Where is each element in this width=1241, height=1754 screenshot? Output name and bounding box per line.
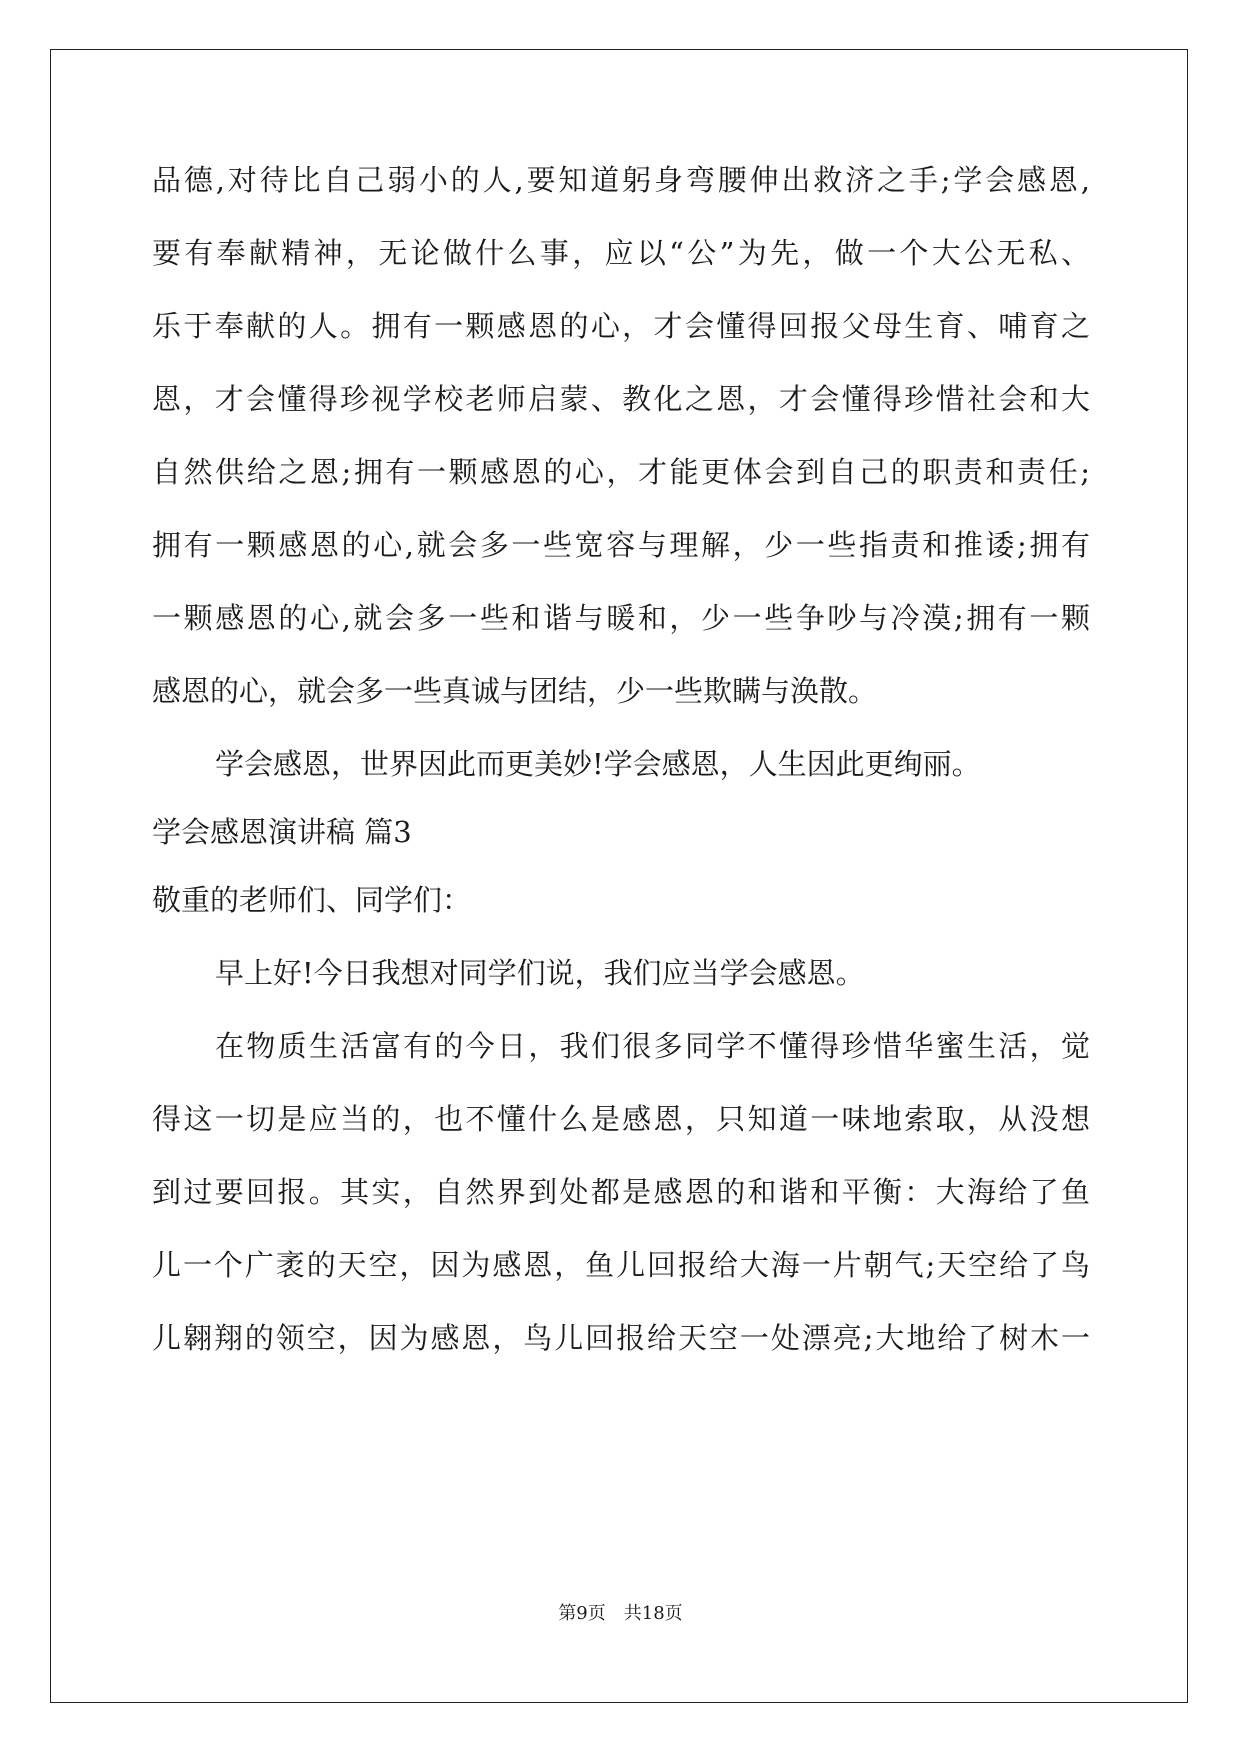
paragraph-line: 一颗感恩的心,就会多一些和谐与暖和，少一些争吵与冷漠;拥有一颗 [152, 601, 1090, 635]
paragraph-line: 在物质生活富有的今日，我们很多同学不懂得珍惜华蜜生活，觉 [215, 1029, 1090, 1063]
paragraph-line: 乐于奉献的人。拥有一颗感恩的心，才会懂得回报父母生育、哺育之 [152, 309, 1090, 343]
paragraph-line: 得这一切是应当的，也不懂什么是感恩，只知道一味地索取，从没想 [152, 1102, 1090, 1136]
paragraph-line: 品德,对待比自己弱小的人,要知道躬身弯腰伸出救济之手;学会感恩, [152, 163, 1090, 197]
paragraph-line: 要有奉献精神，无论做什么事，应以“公”为先，做一个大公无私、 [152, 236, 1090, 270]
paragraph-line: 到过要回报。其实，自然界到处都是感恩的和谐和平衡：大海给了鱼 [152, 1175, 1090, 1209]
paragraph-line: 学会感恩，世界因此而更美妙!学会感恩，人生因此更绚丽。 [215, 747, 981, 781]
paragraph-line: 早上好!今日我想对同学们说，我们应当学会感恩。 [215, 956, 865, 990]
page-frame [50, 49, 1188, 1703]
paragraph-line: 拥有一颗感恩的心,就会多一些宽容与理解，少一些指责和推诿;拥有 [152, 528, 1090, 562]
paragraph-line: 感恩的心，就会多一些真诚与团结，少一些欺瞒与涣散。 [152, 674, 878, 708]
page-footer [0, 1602, 1241, 1626]
paragraph-line: 自然供给之恩;拥有一颗感恩的心，才能更体会到自己的职责和责任; [152, 455, 1090, 489]
salutation: 敬重的老师们、同学们： [152, 883, 472, 917]
section-heading: 学会感恩演讲稿 篇3 [152, 815, 412, 849]
paragraph-line: 儿一个广袤的天空，因为感恩，鱼儿回报给大海一片朝气;天空给了鸟 [152, 1248, 1090, 1282]
paragraph-line: 儿翱翔的领空，因为感恩，鸟儿回报给天空一处漂亮;大地给了树木一 [152, 1321, 1090, 1355]
page-number-current: 第9页 [558, 1603, 606, 1624]
page-number-total: 共18页 [623, 1603, 683, 1624]
paragraph-line: 恩，才会懂得珍视学校老师启蒙、教化之恩，才会懂得珍惜社会和大 [152, 382, 1090, 416]
